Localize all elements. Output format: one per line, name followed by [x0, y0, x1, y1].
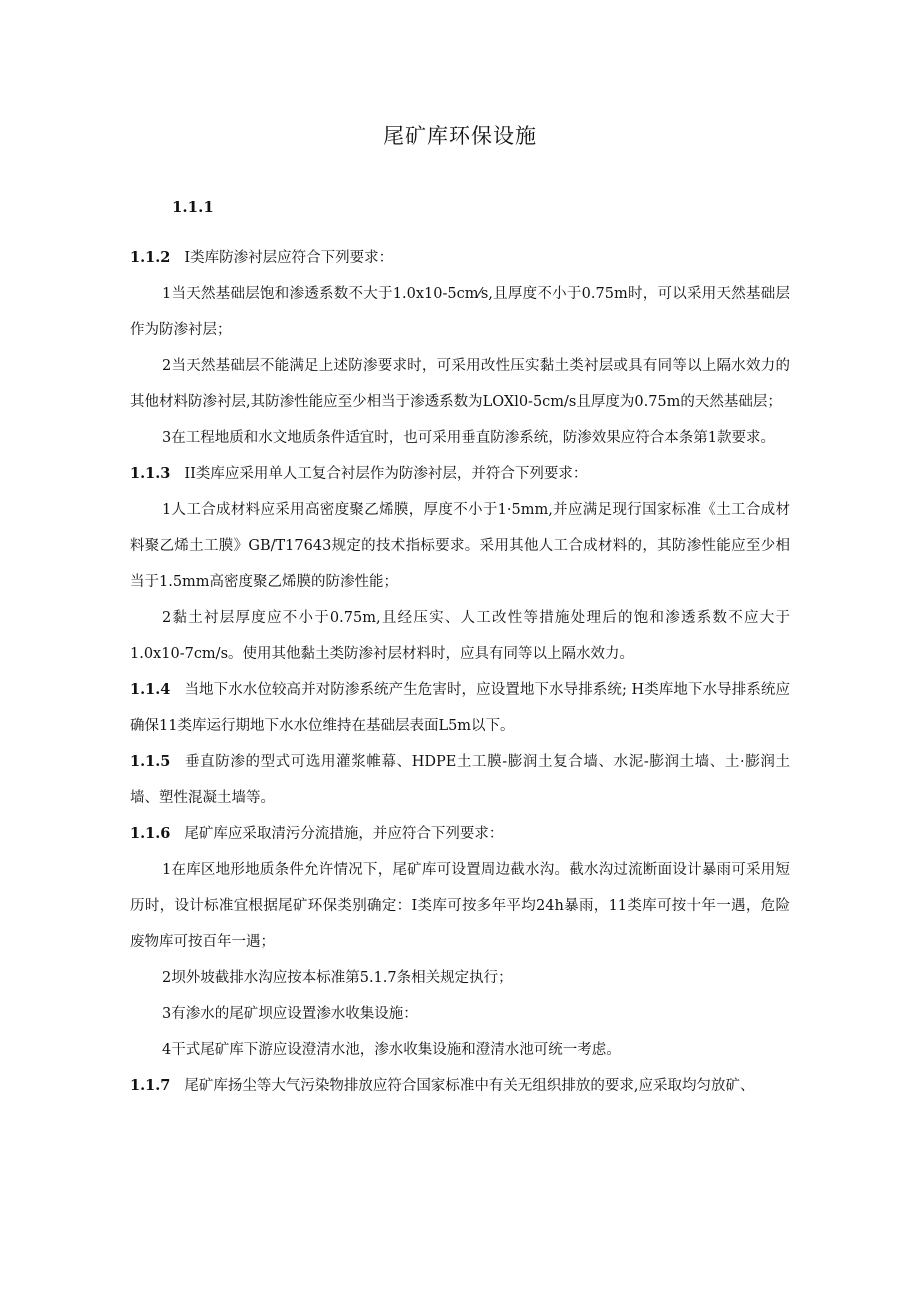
paragraph-text: 1当天然基础层饱和渗透系数不大于1.0x10-5cm⁄s,且厚度不小于0.75m时，可以采用天然基础层作为防渗衬层；: [130, 286, 790, 338]
paragraph-text: 垂直防渗的型式可选用灌浆帷幕、HDPE土工膜-膨润土复合墙、水泥-膨润土墙、土·膨润土墙、塑性混凝土墙等。: [130, 754, 790, 806]
paragraph-text: 1在库区地形地质条件允许情况下，尾矿库可设置周边截水沟。截水沟过流断面设计暴雨可采用短历时，设计标准宜根据尾矿环保类别确定：I类库可按多年平均24h暴雨，11类库可按十年一遇，危险废物库可按百年一遇；: [130, 862, 790, 950]
paragraph-text: 1人工合成材料应采用高密度聚乙烯膜，厚度不小于1·5mm,并应满足现行国家标准《土工合成材料聚乙烯土工膜》GB/T17643规定的技术指标要求。采用其他人工合成材料的，其防渗性能应至少相当于1.5mm高密度聚乙烯膜的防渗性能；: [130, 502, 790, 590]
paragraph-text: 2黏土衬层厚度应不小于0.75m,且经压实、人工改性等措施处理后的饱和渗透系数不应大于1.0x10-7cm/s。使用其他黏土类防渗衬层材料时，应具有同等以上隔水效力。: [130, 610, 790, 662]
clause-paragraph: [130, 816, 790, 852]
clause-number: 1.1.5: [130, 753, 171, 770]
paragraph-text: 当地下水水位较高并对防渗系统产生危害时，应设置地下水导排系统; H类库地下水导排系统应确保11类库运行期地下水水位维持在基础层表面L5m以下。: [130, 682, 790, 734]
clause-number: 1.1.4: [130, 681, 171, 698]
clause-number: 1.1.7: [130, 1077, 171, 1094]
clause-number: 1.1.3: [130, 465, 171, 482]
paragraph-text: 2坝外坡截排水沟应按本标准第5.1.7条相关规定执行；: [162, 970, 513, 986]
document-body: [130, 240, 790, 1104]
list-item: [130, 348, 790, 420]
list-item: [130, 492, 790, 600]
list-item: [130, 600, 790, 672]
page-title: 尾矿库环保设施: [383, 124, 537, 148]
clause-paragraph: [130, 672, 790, 744]
paragraph-text: 2当天然基础层不能满足上述防渗要求时，可采用改性压实黏土类衬层或具有同等以上隔水效力的其他材料防渗衬层,其防渗性能应至少相当于渗透系数为LOXl0-5cm/s且厚度为0.75m的天然基础层；: [130, 358, 790, 410]
paragraph-text: I类库防渗衬层应符合下列要求：: [184, 250, 394, 266]
paragraph-text: 尾矿库应采取清污分流措施，并应符合下列要求：: [184, 826, 504, 842]
paragraph-text: 3有渗水的尾矿坝应设置渗水收集设施：: [162, 1006, 418, 1022]
list-item: [130, 960, 790, 996]
list-item: [130, 276, 790, 348]
clause-paragraph: [130, 1068, 790, 1104]
list-item: [130, 996, 790, 1032]
list-item: [130, 420, 790, 456]
paragraph-text: 尾矿库扬尘等大气污染物排放应符合国家标准中有关无组织排放的要求,应采取均匀放矿、: [184, 1078, 755, 1094]
clause-paragraph: [130, 744, 790, 816]
list-item: [130, 852, 790, 960]
clause-paragraph: [130, 456, 790, 492]
clause-paragraph: [130, 240, 790, 276]
section-heading-1-1-1: 1.1.1: [172, 198, 214, 216]
clause-number: 1.1.6: [130, 825, 171, 842]
paragraph-text: 4干式尾矿库下游应设澄清水池，渗水收集设施和澄清水池可统一考虑。: [162, 1042, 621, 1058]
clause-number: 1.1.2: [130, 249, 171, 266]
paragraph-text: II类库应采用单人工复合衬层作为防渗衬层，并符合下列要求：: [184, 466, 588, 482]
list-item: [130, 1032, 790, 1068]
paragraph-text: 3在工程地质和水文地质条件适宜时，也可采用垂直防渗系统，防渗效果应符合本条第1款要求。: [162, 430, 775, 446]
